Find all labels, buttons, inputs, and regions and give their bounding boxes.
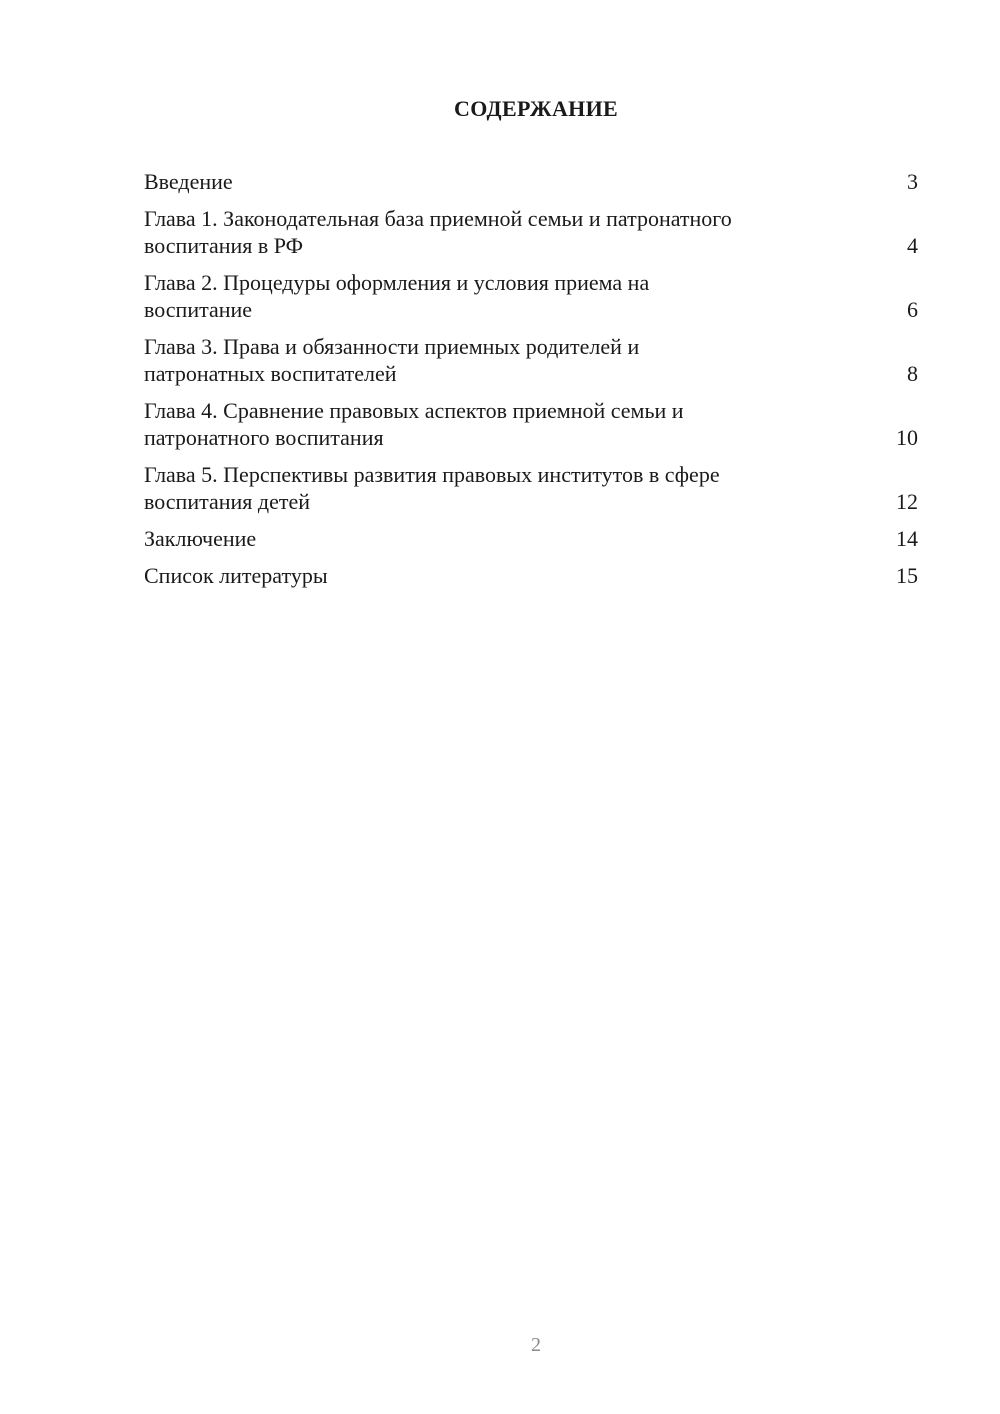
- toc-entry-text: Глава 3. Права и обязанности приемных родителей и: [144, 334, 640, 359]
- toc-entry-text: Глава 5. Перспективы развития правовых институтов в сфере: [144, 462, 720, 487]
- toc-entry-references: [144, 562, 918, 589]
- toc-entry-introduction: [144, 168, 918, 195]
- toc-page-number: 10: [896, 425, 918, 450]
- toc-entry-text: Глава 4. Сравнение правовых аспектов приемной семьи и: [144, 398, 684, 423]
- toc-entry-text: Глава 2. Процедуры оформления и условия приема на: [144, 270, 650, 295]
- toc-entry-conclusion: [144, 525, 918, 552]
- toc-page-number: 4: [907, 233, 918, 258]
- toc-entry-text: воспитания в РФ: [144, 233, 304, 258]
- toc-entry-chapter-4: [144, 397, 918, 451]
- table-of-contents: [144, 168, 918, 599]
- toc-page-number: 8: [907, 361, 918, 386]
- toc-page-number: 14: [896, 526, 918, 551]
- toc-entry-chapter-5: [144, 461, 918, 515]
- toc-page-number: 12: [896, 489, 918, 514]
- toc-page-number: 15: [896, 563, 918, 588]
- toc-entry-text: Заключение: [144, 526, 257, 551]
- toc-entry-text: патронатных воспитателей: [144, 361, 397, 386]
- toc-page-number: 3: [907, 169, 918, 194]
- toc-entry-text: воспитания детей: [144, 489, 311, 514]
- toc-entry-text: воспитание: [144, 297, 253, 322]
- toc-entry-text: Список литературы: [144, 563, 328, 588]
- page-title: СОДЕРЖАНИЕ: [454, 96, 618, 121]
- toc-entry-chapter-1: [144, 205, 918, 259]
- page-number: 2: [531, 1334, 541, 1356]
- toc-page-number: 6: [907, 297, 918, 322]
- toc-entry-text: Глава 1. Законодательная база приемной семьи и патронатного: [144, 206, 732, 231]
- toc-entry-text: патронатного воспитания: [144, 425, 384, 450]
- toc-entry-chapter-3: [144, 333, 918, 387]
- toc-entry-text: Введение: [144, 169, 233, 194]
- toc-entry-chapter-2: [144, 269, 918, 323]
